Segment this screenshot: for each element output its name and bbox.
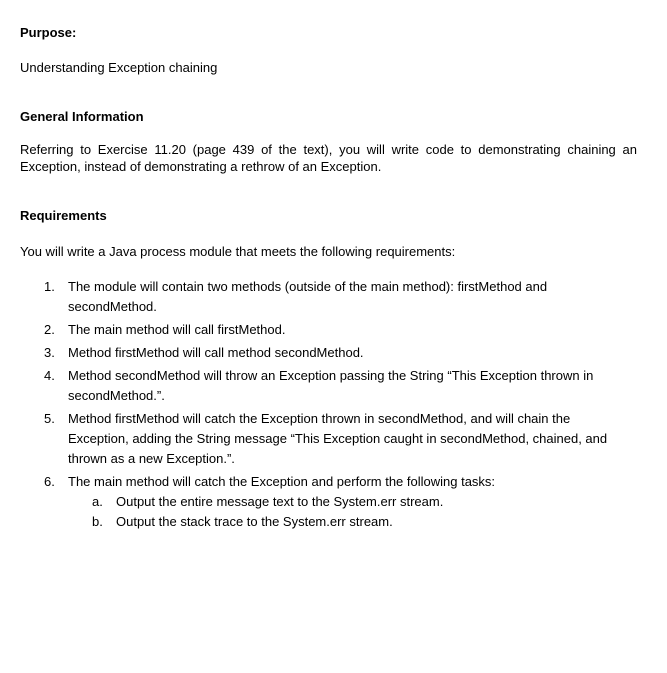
- requirement-text: The main method will catch the Exception and perform the following tasks:: [68, 474, 496, 489]
- requirements-intro: You will write a Java process module that meets the following requirements:: [20, 244, 456, 259]
- requirement-number: 3.: [44, 345, 55, 360]
- requirement-item: [0, 366, 623, 406]
- general-information-heading: General Information: [20, 109, 144, 124]
- subitem-text: Output the entire message text to the System.err stream.: [116, 494, 444, 509]
- requirement-text: The module will contain two methods (outside of the main method): firstMethod and secondMethod.: [68, 279, 548, 314]
- requirement-number: 6.: [44, 474, 55, 489]
- requirement-item: [0, 472, 623, 532]
- subitem-letter: b.: [92, 514, 103, 529]
- requirement-subitem: [68, 512, 623, 532]
- requirement-subitems: [68, 492, 623, 532]
- requirement-number: 2.: [44, 322, 55, 337]
- requirement-subitem: [68, 492, 623, 512]
- purpose-heading: Purpose:: [20, 25, 77, 40]
- requirement-text: The main method will call firstMethod.: [68, 322, 286, 337]
- requirement-text: Method firstMethod will catch the Exception thrown in secondMethod, and will chain the Exception, adding the String message “This Exception caught in secondMethod, chained, and thrown as a new Exception.”.: [68, 411, 608, 466]
- requirement-number: 4.: [44, 368, 55, 383]
- requirement-item: [0, 343, 623, 363]
- general-information-text: Referring to Exercise 11.20 (page 439 of the text), you will write code to demonstrating chaining an Exception, instead of demonstrating a rethrow of an Exception.: [20, 142, 637, 174]
- requirement-text: Method firstMethod will call method secondMethod.: [68, 345, 364, 360]
- requirements-list: [0, 277, 667, 535]
- subitem-letter: a.: [92, 494, 103, 509]
- subitem-text: Output the stack trace to the System.err stream.: [116, 514, 393, 529]
- requirements-heading: Requirements: [20, 208, 107, 223]
- purpose-text: Understanding Exception chaining: [20, 60, 218, 75]
- requirement-text: Method secondMethod will throw an Exception passing the String “This Exception thrown in secondMethod.”.: [68, 368, 594, 403]
- requirement-number: 1.: [44, 279, 55, 294]
- requirement-number: 5.: [44, 411, 55, 426]
- requirement-item: [0, 277, 558, 317]
- requirement-item: [0, 409, 623, 469]
- requirement-item: [0, 320, 623, 340]
